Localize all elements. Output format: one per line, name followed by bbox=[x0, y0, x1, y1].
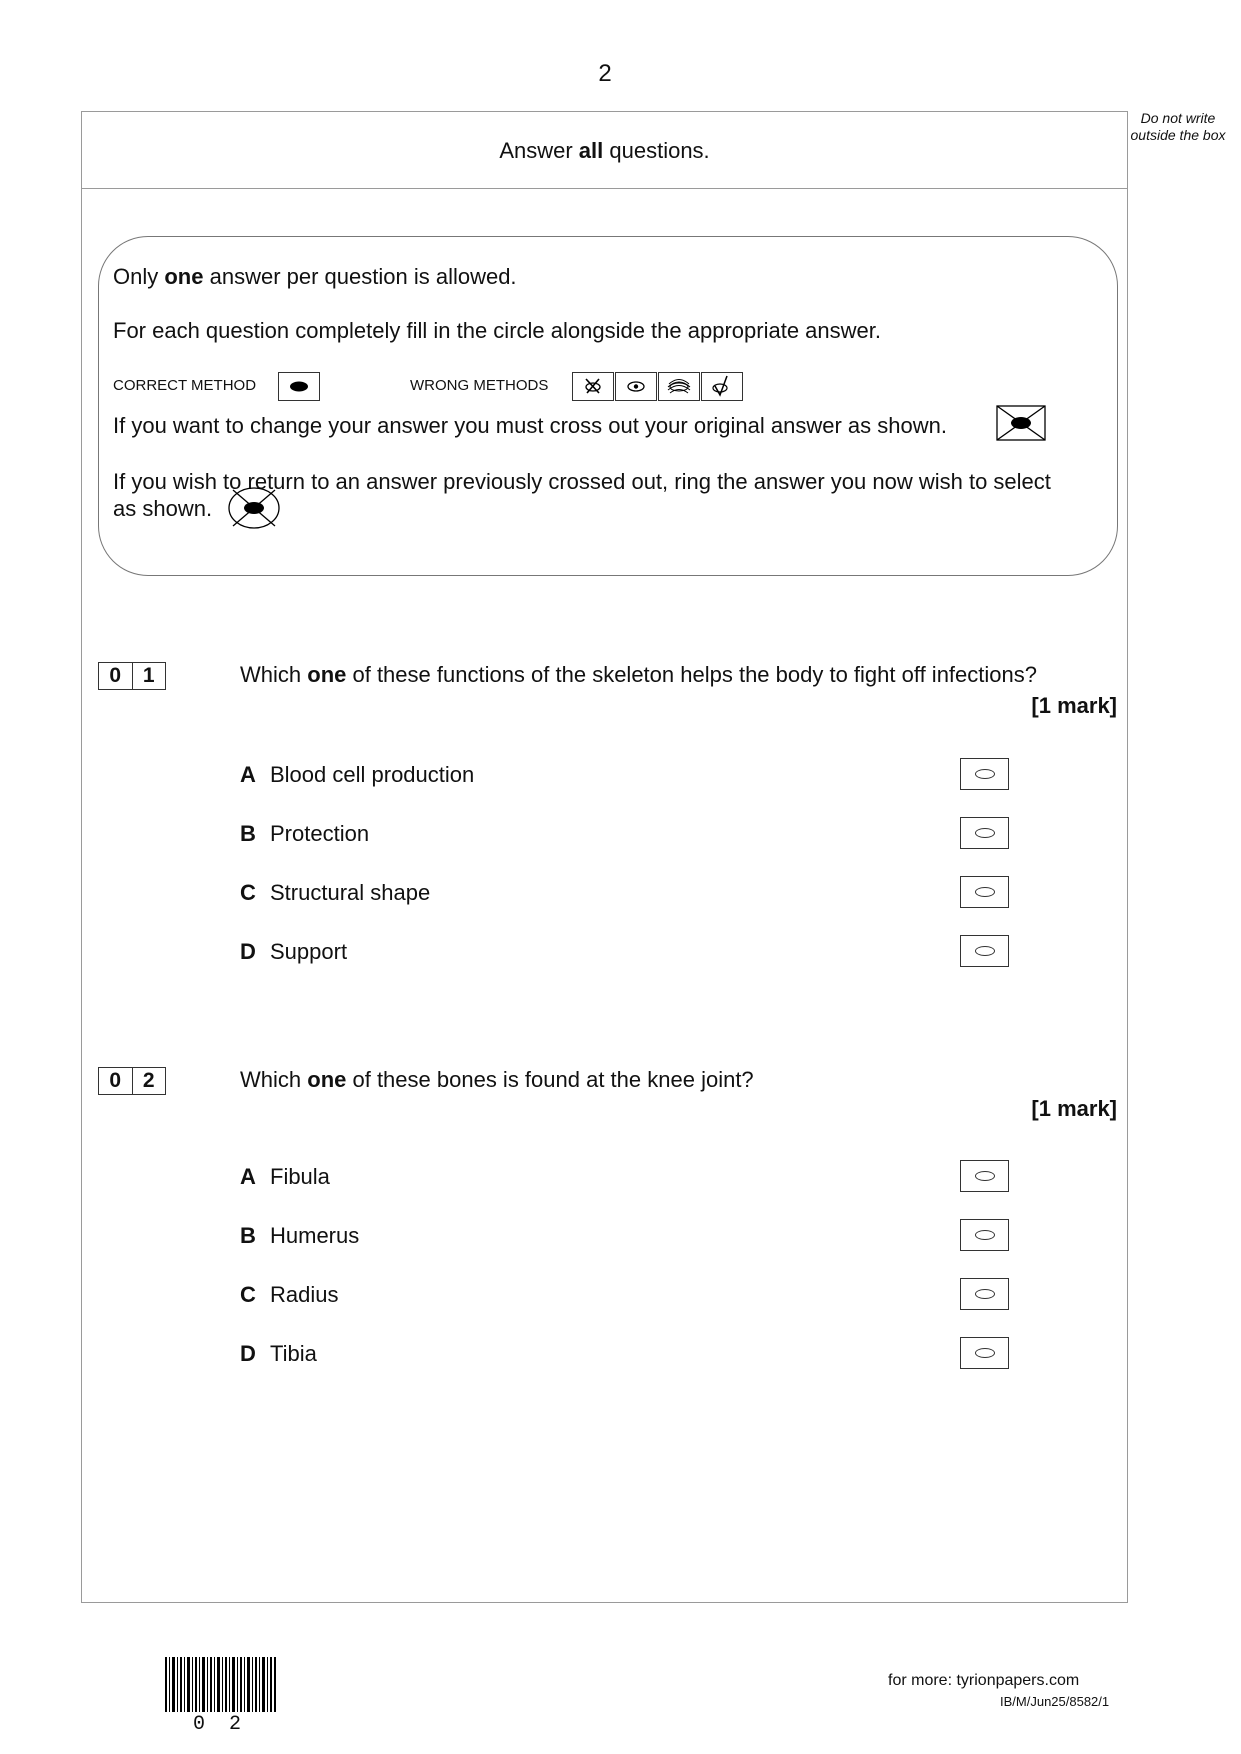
empty-oval-icon bbox=[975, 1230, 995, 1240]
wrong-methods-label: WRONG METHODS bbox=[410, 377, 549, 394]
q01-answer-a-button[interactable] bbox=[960, 758, 1009, 790]
correct-method-example bbox=[278, 372, 320, 401]
wrong-method-scribble bbox=[658, 372, 700, 401]
dotted-oval-icon bbox=[616, 373, 656, 400]
empty-oval-icon bbox=[975, 887, 995, 897]
footer-link[interactable]: for more: tyrionpapers.com bbox=[888, 1672, 1080, 1689]
option-letter: C bbox=[240, 880, 256, 905]
ticked-oval-icon bbox=[702, 373, 742, 400]
instruction-one-bold: one bbox=[164, 264, 204, 289]
q02-answer-d-button[interactable] bbox=[960, 1337, 1009, 1369]
question-02-text-before: Which bbox=[240, 1067, 308, 1092]
question-01-marks: [1 mark] bbox=[1031, 693, 1117, 718]
header-instruction bbox=[82, 112, 1127, 189]
crossed-oval-icon bbox=[573, 373, 613, 400]
question-01-text-after: of these functions of the skeleton helps the body to fight off infections? bbox=[346, 662, 1037, 687]
option-letter: A bbox=[240, 1164, 256, 1189]
q01-option-d bbox=[240, 939, 347, 965]
q02-answer-a-button[interactable] bbox=[960, 1160, 1009, 1192]
header-text-before: Answer bbox=[499, 138, 579, 163]
instruction-fill-circle: For each question completely fill in the circle alongside the appropriate answer. bbox=[113, 318, 881, 343]
question-digit: 0 bbox=[109, 664, 122, 687]
header-text-after: questions. bbox=[603, 138, 710, 163]
instruction-return-answer: If you wish to return to an answer previously crossed out, ring the answer you now wish to select bbox=[113, 469, 1051, 494]
q02-answer-b-button[interactable] bbox=[960, 1219, 1009, 1251]
question-02-text bbox=[240, 1067, 754, 1093]
empty-oval-icon bbox=[975, 946, 995, 956]
option-text: Structural shape bbox=[270, 880, 431, 905]
filled-oval-icon bbox=[279, 373, 319, 400]
paper-code: IB/M/Jun25/8582/1 bbox=[1000, 1694, 1110, 1709]
q02-option-d bbox=[240, 1341, 317, 1367]
question-digit: 0 bbox=[109, 1069, 122, 1092]
q01-answer-c-button[interactable] bbox=[960, 876, 1009, 908]
crossed-out-answer-icon bbox=[996, 405, 1046, 441]
instructions-box bbox=[98, 236, 1118, 576]
option-letter: D bbox=[240, 1341, 256, 1366]
q02-answer-c-button[interactable] bbox=[960, 1278, 1009, 1310]
q01-option-b bbox=[240, 821, 369, 847]
question-01-text-before: Which bbox=[240, 662, 308, 687]
question-02-marks: [1 mark] bbox=[1031, 1096, 1117, 1121]
barcode-digits: 0 2 bbox=[193, 1713, 248, 1736]
question-02-text-bold: one bbox=[307, 1067, 347, 1092]
question-01-text-bold: one bbox=[307, 662, 347, 687]
question-digit: 2 bbox=[132, 1068, 166, 1094]
option-letter: B bbox=[240, 821, 256, 846]
barcode bbox=[165, 1657, 277, 1712]
q01-option-c bbox=[240, 880, 430, 906]
instruction-one-before: Only bbox=[113, 264, 165, 289]
option-text: Tibia bbox=[270, 1341, 317, 1366]
ringed-answer-icon bbox=[227, 486, 281, 530]
q02-option-b bbox=[240, 1223, 359, 1249]
option-letter: C bbox=[240, 1282, 256, 1307]
question-01-text bbox=[240, 662, 1037, 688]
q02-option-a bbox=[240, 1164, 330, 1190]
question-number-02 bbox=[98, 1067, 166, 1095]
question-02-text-after: of these bones is found at the knee joint? bbox=[346, 1067, 754, 1092]
answer-frame bbox=[81, 111, 1128, 1603]
option-letter: A bbox=[240, 762, 256, 787]
header-text-bold: all bbox=[578, 138, 604, 163]
option-letter: D bbox=[240, 939, 256, 964]
wrong-method-cross bbox=[572, 372, 614, 401]
q01-answer-b-button[interactable] bbox=[960, 817, 1009, 849]
wrong-method-dot bbox=[615, 372, 657, 401]
question-number-01 bbox=[98, 662, 166, 690]
empty-oval-icon bbox=[975, 1348, 995, 1358]
empty-oval-icon bbox=[975, 1289, 995, 1299]
option-text: Support bbox=[270, 939, 348, 964]
option-text: Radius bbox=[270, 1282, 339, 1307]
empty-oval-icon bbox=[975, 1171, 995, 1181]
instruction-one-after: answer per question is allowed. bbox=[203, 264, 517, 289]
instruction-one-answer bbox=[113, 264, 517, 290]
scribbled-oval-icon bbox=[659, 373, 699, 400]
option-text: Protection bbox=[270, 821, 370, 846]
correct-method-label: CORRECT METHOD bbox=[113, 377, 257, 394]
option-text: Fibula bbox=[270, 1164, 330, 1189]
empty-oval-icon bbox=[975, 769, 995, 779]
q02-option-c bbox=[240, 1282, 338, 1308]
page-number: 2 bbox=[598, 60, 612, 87]
q01-option-a bbox=[240, 762, 474, 788]
margin-note: Do not write outside the box bbox=[1130, 110, 1226, 143]
instruction-change-answer: If you want to change your answer you must cross out your original answer as shown. bbox=[113, 413, 947, 438]
q01-answer-d-button[interactable] bbox=[960, 935, 1009, 967]
option-text: Humerus bbox=[270, 1223, 360, 1248]
option-text: Blood cell production bbox=[270, 762, 475, 787]
option-letter: B bbox=[240, 1223, 256, 1248]
instruction-as-shown: as shown. bbox=[113, 496, 213, 521]
wrong-method-tick bbox=[701, 372, 743, 401]
empty-oval-icon bbox=[975, 828, 995, 838]
question-digit: 1 bbox=[132, 663, 166, 689]
